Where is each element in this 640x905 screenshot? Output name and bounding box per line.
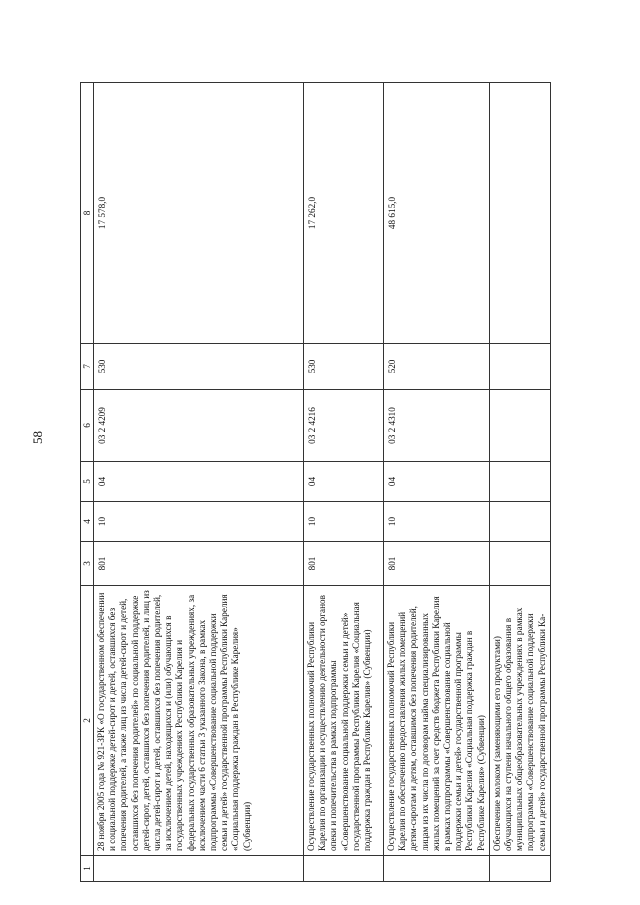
- row-index: [384, 856, 490, 882]
- header-col-5: 5: [81, 462, 94, 502]
- row-code-section: 10: [304, 502, 384, 542]
- table-row: [489, 83, 550, 882]
- row-code-ministry: [489, 542, 550, 586]
- row-code-target: 03 2 4310: [384, 390, 490, 462]
- row-code-section: 10: [384, 502, 490, 542]
- budget-table-sheet: [80, 82, 590, 882]
- row-code-target: 03 2 4209: [94, 390, 304, 462]
- row-code-target: [489, 390, 550, 462]
- header-col-6: 6: [81, 390, 94, 462]
- row-code-expense-type: 520: [384, 344, 490, 390]
- page-number: 58: [30, 431, 45, 444]
- header-row: [81, 83, 94, 882]
- row-code-subsection: 04: [94, 462, 304, 502]
- row-description: 28 ноября 2005 года № 921-ЗРК «О государственном обеспечении и социальной поддержке детей-сирот и детей, оставшихся без попечения родителей, а также лиц из числа детей-сирот и детей, оставшихся без попечения родителей» по социальной поддержке детей-сирот, детей, оставшихся без попечения родителей, и лиц из числа детей-сирот и детей, оставшихся без попечения родителей, за исключением детей, находящихся и (или) обучающихся в государственных учреждениях Республики Карелия и федеральных государственных образовательных учреждениях, за исключением части 6 статьи 3 указанного Закона, в рамках подпрограммы «Совершенствование социальной поддержки семьи и детей» государственной программы Республики Карелия «Социальная поддержка граждан в Республике Карелия» (Субвенции): [94, 586, 304, 856]
- header-col-4: 4: [81, 502, 94, 542]
- row-index: [304, 856, 384, 882]
- header-col-3: 3: [81, 542, 94, 586]
- row-code-ministry: 801: [304, 542, 384, 586]
- row-index: [489, 856, 550, 882]
- row-amount: 17 578,0: [94, 83, 304, 344]
- row-code-expense-type: 530: [304, 344, 384, 390]
- row-code-section: [489, 502, 550, 542]
- table-row: [304, 83, 384, 882]
- row-description: Осуществление государственных полномочий Республики Карелия по организации и осуществлению деятельности органов опеки и попечительства в рамках подпрограммы «Совершенствование социальной поддержки семьи и детей» государственной программы Республики Карелия «Социальная поддержка граждан в Республике Карелия» (Субвенции): [304, 586, 384, 856]
- row-amount: 17 262,0: [304, 83, 384, 344]
- row-description: Осуществление государственных полномочий Республики Карелия по обеспечению предоставления жилых помещений детям-сиротам и детям, оставшимся без попечения родителей, лицам из их числа по договорам найма специализированных жилых помещений за счет средств бюджета Республики Карелия в рамках подпрограммы «Совершенствование социальной поддержки семьи и детей» государственной программы Республики Карелия «Социальная поддержка граждан в Республике Карелия» (Субвенции): [384, 586, 490, 856]
- row-code-ministry: 801: [384, 542, 490, 586]
- header-col-7: 7: [81, 344, 94, 390]
- row-amount: [489, 83, 550, 344]
- table-row: [94, 83, 304, 882]
- row-code-subsection: 04: [384, 462, 490, 502]
- row-code-subsection: 04: [304, 462, 384, 502]
- header-col-1: 1: [81, 856, 94, 882]
- row-code-expense-type: [489, 344, 550, 390]
- row-code-expense-type: 530: [94, 344, 304, 390]
- row-code-subsection: [489, 462, 550, 502]
- row-index: [94, 856, 304, 882]
- row-code-ministry: 801: [94, 542, 304, 586]
- table-row: [384, 83, 490, 882]
- row-amount: 48 615,0: [384, 83, 490, 344]
- header-col-8: 8: [81, 83, 94, 344]
- row-code-section: 10: [94, 502, 304, 542]
- row-code-target: 03 2 4216: [304, 390, 384, 462]
- budget-table: [80, 82, 551, 882]
- header-col-2: 2: [81, 586, 94, 856]
- row-description: Обеспечение молоком (заменяющими его продуктами) обучающихся на ступени начального общего образования в муниципальных общеобразовательных учреждениях в рамках подпрограммы «Совершенствование социальной поддержки семьи и детей» государственной программы Республики Ка-: [489, 586, 550, 856]
